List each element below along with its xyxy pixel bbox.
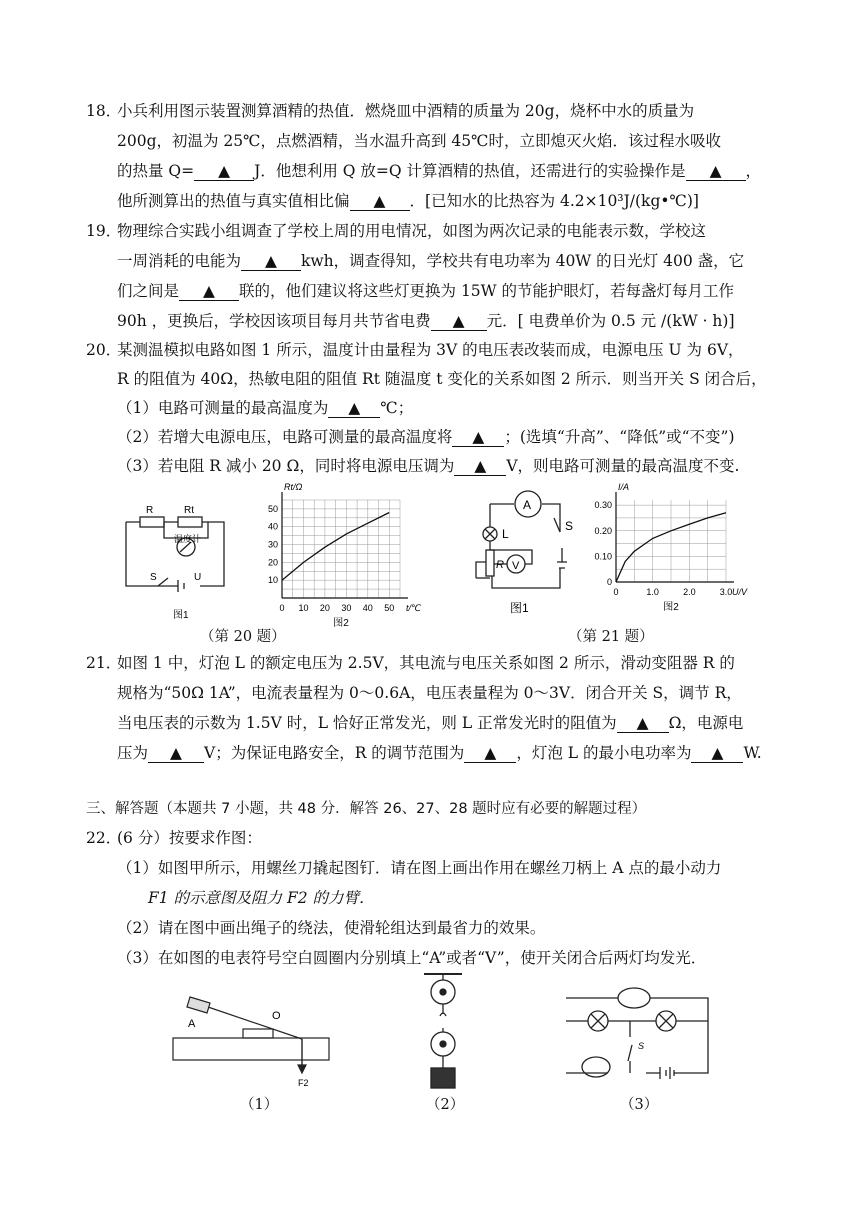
- battery: [557, 562, 567, 568]
- q20-sub1: （1）电路可测量的最高温度为 ▲ ℃；: [117, 399, 414, 417]
- q21-line3: 当电压表的示数为 1.5V 时，L 恰好正常发光，则 L 正常发光时的阻值为 ▲ Ω，电源电: [117, 714, 744, 732]
- y-tick-label: 20: [267, 557, 278, 568]
- rheostat-R: [486, 550, 494, 576]
- q22-sub2: （2）请在图中画出绳子的绕法，使滑轮组达到最省力的效果。: [117, 919, 546, 937]
- label-U: U: [194, 572, 202, 583]
- answer-blank[interactable]: ▲: [179, 284, 239, 301]
- switch-S: [554, 518, 560, 532]
- figure2-caption: 图2: [333, 618, 349, 629]
- q21-line1: 如图 1 中，灯泡 L 的额定电压为 2.5V，其电流与电压关系如图 2 所示，滑动变阻器 R 的: [117, 654, 735, 672]
- x-tick-label: 20: [319, 603, 330, 613]
- q22-screwdriver-figure: [170, 985, 340, 1090]
- q21-line2: 规格为“50Ω 1A”，电流表量程为 0～0.6A，电压表量程为 0～3V．闭合开关 S，调节 R，: [117, 684, 742, 702]
- label-A: A: [523, 498, 532, 512]
- label-R: R: [496, 559, 504, 571]
- label-thermometer: 温度计: [174, 534, 202, 544]
- thermistor-Rt: [178, 517, 202, 527]
- label-S: S: [150, 572, 157, 583]
- label-Rt: Rt: [184, 505, 194, 516]
- label-F2: F2: [298, 1078, 309, 1088]
- circuit-wire: [566, 998, 708, 1073]
- lamp-1-cross: [591, 1014, 605, 1028]
- label-R: R: [146, 505, 154, 516]
- answer-blank[interactable]: ▲: [617, 716, 669, 733]
- x-tick-label: 30: [341, 603, 352, 613]
- q18-line3: 的热量 Q= ▲ J．他想利用 Q 放=Q 计算酒精的热值，还需进行的实验操作是 ▲ ，: [117, 162, 762, 180]
- q19-line2: 一周消耗的电能为 ▲ kwh，调查得知，学校共有电功率为 40W 的日光灯 400 盏，它: [117, 252, 745, 270]
- label-S: S: [565, 519, 574, 533]
- x-tick-label: 3.0: [719, 587, 733, 597]
- q19-line3: 们之间是 ▲ 联的，他们建议将这些灯更换为 15W 的节能护眼灯，若每盏灯每月工作: [117, 282, 735, 300]
- q22-pulley-figure: [418, 972, 468, 1092]
- answer-blank[interactable]: ▲: [350, 194, 410, 211]
- switch-branch: [628, 1021, 632, 1073]
- q20-line2: R 的阻值为 40Ω，热敏电阻的阻值 Rt 随温度 t 变化的关系如图 2 所示．则当开关 S 闭合后，: [117, 370, 767, 388]
- circuit-wire: [126, 522, 224, 586]
- q18-line2: 200g，初温为 25℃，点燃酒精，当水温升高到 45℃时，立即熄灭火焰．该过程水吸收: [117, 132, 721, 150]
- y-tick-label: 40: [267, 521, 278, 532]
- answer-blank[interactable]: ▲: [691, 746, 743, 763]
- q22-sub1-line1: （1）如图甲所示，用螺丝刀撬起图钉．请在图上画出作用在螺丝刀柄上 A 点的最小动力: [117, 859, 722, 877]
- screwdriver-shaft: [208, 1007, 302, 1039]
- answer-blank[interactable]: ▲: [454, 459, 506, 476]
- y-tick-label: 0.10: [594, 551, 612, 562]
- y-tick-label: 30: [267, 539, 278, 550]
- x-axis-label: t/℃: [406, 603, 422, 613]
- q18-line1: 小兵利用图示装置测算酒精的热值．燃烧皿中酒精的质量为 20g，烧杯中水的质量为: [117, 102, 695, 120]
- q20-sub2: （2）若增大电源电压，电路可测量的最高温度将 ▲ ；(选填“升高”、“降低”或“不变”): [117, 428, 735, 446]
- label-V: V: [512, 560, 520, 572]
- x-tick-label: 40: [362, 603, 373, 613]
- y-tick-label: 0.30: [594, 500, 612, 511]
- x-axis-label: U/V: [732, 587, 748, 597]
- lamp-2-cross: [659, 1014, 673, 1028]
- answer-blank[interactable]: ▲: [464, 746, 516, 763]
- q19-number: 19．: [86, 222, 122, 240]
- x-tick-label: 0: [613, 587, 619, 597]
- rheostat-slider: [476, 562, 486, 578]
- q18-number: 18．: [86, 102, 122, 120]
- lamp-cross: [485, 529, 495, 539]
- x-tick-label: 1.0: [646, 587, 659, 597]
- q19-line1: 物理综合实践小组调查了学校上周的用电情况，如图为两次记录的电能表示数，学校这: [117, 222, 707, 240]
- q20-rt-t-chart: [258, 478, 433, 628]
- answer-blank[interactable]: ▲: [148, 746, 204, 763]
- q20-number: 20．: [86, 341, 122, 359]
- y-axis-label: I/A: [618, 482, 630, 492]
- hook: [440, 1004, 446, 1016]
- answer-blank[interactable]: ▲: [328, 401, 380, 418]
- x-tick-label: 2.0: [683, 587, 696, 597]
- y-tick-label: 50: [267, 503, 278, 514]
- y-tick-label: 0.20: [594, 525, 612, 536]
- label-O: O: [272, 1010, 281, 1022]
- y-tick-label: 0: [606, 577, 612, 587]
- meter-circle-top: [618, 988, 650, 1008]
- q21-circuit-diagram: [462, 488, 582, 618]
- pushpin-head: [243, 1029, 273, 1038]
- answer-blank[interactable]: ▲: [452, 430, 504, 447]
- weight: [431, 1068, 455, 1088]
- label-L: L: [502, 527, 509, 541]
- figure1-caption: 图1: [510, 601, 529, 615]
- q20-line1: 某测温模拟电路如图 1 所示，温度计由量程为 3V 的电压表改装而成，电源电压 U 为 6V，: [117, 341, 744, 359]
- q18-line4: 他所测算出的热值与真实值相比偏 ▲ ．[已知水的比热容为 4.2×10³J/(kg•℃)]: [117, 192, 699, 210]
- q22-caption-3: （3）: [620, 1097, 659, 1113]
- q22-number: 22．: [86, 829, 122, 847]
- q22-sub3: （3）在如图的电表符号空白圆圈内分别填上“A”或者“V”，使开关闭合后两灯均发光．: [117, 949, 707, 967]
- board: [173, 1038, 329, 1060]
- label-S: S: [638, 1041, 645, 1051]
- q22-sub1-line2: F1 的示意图及阻力 F2 的力臂．: [148, 889, 375, 907]
- q21-number: 21．: [86, 654, 122, 672]
- figure1-caption: 图1: [173, 610, 189, 621]
- q22-head: (6 分）按要求作图：: [117, 829, 262, 847]
- resistor-R: [140, 517, 164, 527]
- force-F2-arrowhead: [298, 1065, 306, 1073]
- q22-caption-1: （1）: [240, 1097, 279, 1113]
- x-tick-label: 50: [384, 603, 395, 613]
- y-tick-label: 10: [267, 575, 278, 586]
- q21-line4: 压为 ▲ V；为保证电路安全，R 的调节范围为 ▲ ，灯泡 L 的最小电功率为 ▲ W.: [117, 744, 762, 762]
- q22-caption-2: （2）: [426, 1097, 465, 1113]
- y-axis-label: Rt/Ω: [284, 482, 303, 492]
- q20-caption: （第 20 题）: [200, 629, 286, 645]
- q21-i-u-chart: [580, 482, 760, 618]
- answer-blank[interactable]: ▲: [431, 314, 487, 331]
- answer-blank[interactable]: ▲: [194, 164, 254, 181]
- x-tick-label: 0: [279, 603, 285, 613]
- q21-caption: （第 21 题）: [568, 629, 654, 645]
- meter-circle-bottom: [582, 1057, 610, 1077]
- q19-line4: 90h ，更换后，学校因该项目每月共节省电费 ▲ 元．[ 电费单价为 0.5 元 /(kW · h)]: [117, 312, 735, 330]
- battery-U: [178, 580, 184, 592]
- label-A: A: [188, 1018, 196, 1030]
- q20-circuit-diagram: [118, 500, 248, 625]
- fixed-pulley-axle: [440, 989, 446, 995]
- switch-S: [158, 578, 168, 586]
- screwdriver-handle: [187, 997, 210, 1013]
- answer-blank[interactable]: ▲: [686, 164, 746, 181]
- q22-meter-circuit: [558, 985, 723, 1085]
- x-tick-label: 10: [298, 603, 309, 613]
- movable-pulley-axle: [440, 1041, 446, 1047]
- q20-sub3: （3）若电阻 R 减小 20 Ω，同时将电源电压调为 ▲ V，则电路可测量的最高温度不变.: [117, 457, 740, 475]
- answer-blank[interactable]: ▲: [241, 254, 301, 271]
- section-title: 三、解答题（本题共 7 小题，共 48 分．解答 26、27、28 题时应有必要的解题过程）: [86, 801, 647, 817]
- figure2-caption: 图2: [663, 602, 679, 613]
- battery: [660, 1067, 674, 1079]
